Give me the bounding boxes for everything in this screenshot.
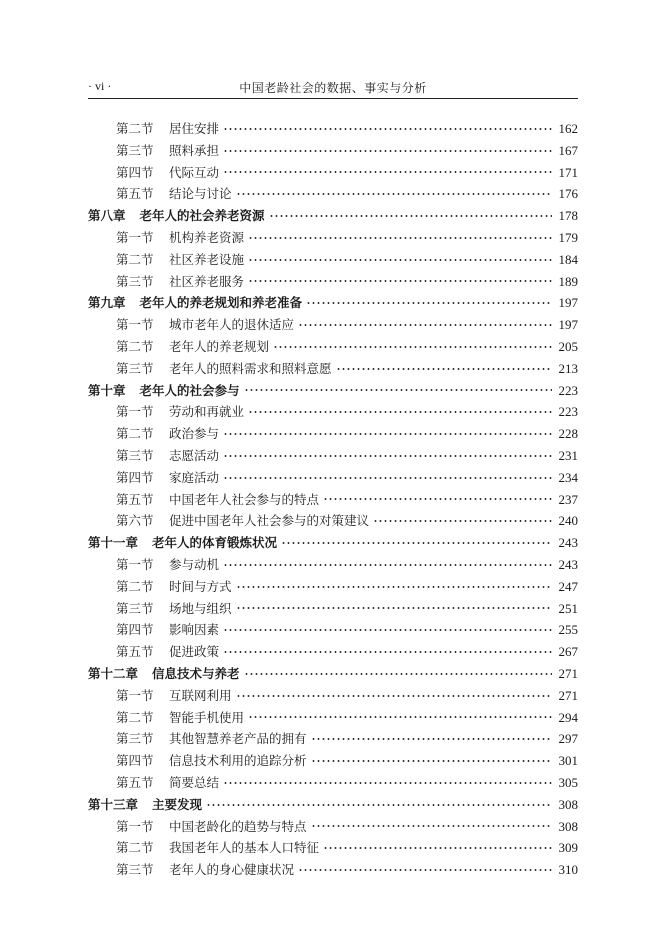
section-title: 互联网利用: [169, 687, 232, 703]
dot-leader: [223, 649, 552, 655]
section-number: 第一节: [116, 317, 154, 333]
section-number: 第二节: [116, 426, 154, 442]
dot-leader: [206, 802, 552, 808]
dot-leader: [323, 496, 552, 502]
toc-section-entry[interactable]: [88, 118, 578, 140]
page-ref: 234: [558, 469, 578, 485]
dot-leader: [236, 605, 552, 611]
toc-chapter-entry[interactable]: [88, 380, 578, 402]
page-ref: 178: [558, 208, 578, 224]
toc-section-entry[interactable]: [88, 576, 578, 598]
page-ref: 255: [558, 622, 578, 638]
section-title: 我国老年人的基本人口特征: [169, 840, 320, 856]
toc-section-entry[interactable]: [88, 728, 578, 750]
section-title: 社区养老服务: [169, 273, 245, 289]
section-title: 政治参与: [169, 426, 220, 442]
toc-section-entry[interactable]: [88, 162, 578, 184]
section-number: 第三节: [116, 862, 154, 878]
section-number: 第三节: [116, 731, 154, 747]
section-number: 第一节: [116, 404, 154, 420]
chapter-title: 主要发现: [152, 796, 203, 812]
chapter-title: 信息技术与养老: [152, 665, 240, 681]
toc-chapter-entry[interactable]: [88, 532, 578, 554]
running-header: [88, 79, 578, 97]
page-ref: 294: [558, 709, 578, 725]
toc-section-entry[interactable]: [88, 314, 578, 336]
section-title: 结论与讨论: [169, 186, 232, 202]
dot-leader: [223, 453, 552, 459]
page-ref: 228: [558, 426, 578, 442]
toc-section-entry[interactable]: [88, 467, 578, 489]
toc-section-entry[interactable]: [88, 816, 578, 838]
section-title: 老年人的身心健康状况: [169, 862, 295, 878]
section-number: 第二节: [116, 840, 154, 856]
dot-leader: [248, 235, 552, 241]
page-ref: 267: [558, 644, 578, 660]
dot-leader: [236, 191, 552, 197]
chapter-title: 老年人的社会参与: [139, 382, 240, 398]
toc-section-entry[interactable]: [88, 489, 578, 511]
page-ref: 162: [558, 121, 578, 136]
page-ref: 243: [558, 535, 578, 551]
toc-section-entry[interactable]: [88, 598, 578, 620]
section-number: 第一节: [116, 556, 154, 572]
toc-section-entry[interactable]: [88, 183, 578, 205]
page-ref: 205: [558, 338, 578, 354]
toc-section-entry[interactable]: [88, 685, 578, 707]
page-ref: 297: [558, 731, 578, 747]
section-number: 第五节: [116, 644, 154, 660]
dot-leader: [223, 562, 552, 568]
page-ref: 251: [558, 600, 578, 616]
page-ref: 310: [558, 862, 578, 878]
section-number: 第四节: [116, 622, 154, 638]
dot-leader: [269, 213, 552, 219]
page-ref: 197: [558, 317, 578, 333]
section-title: 家庭活动: [169, 469, 220, 485]
toc-section-entry[interactable]: [88, 619, 578, 641]
page-ref: 301: [558, 753, 578, 769]
dot-leader: [223, 627, 552, 633]
chapter-title: 老年人的社会养老资源: [139, 208, 265, 224]
section-title: 中国老年人社会参与的特点: [169, 491, 320, 507]
page-ref: 171: [558, 164, 578, 180]
toc-section-entry[interactable]: [88, 140, 578, 162]
section-number: 第六节: [116, 513, 154, 529]
table-of-contents: [88, 118, 578, 881]
page-ref: 271: [558, 687, 578, 703]
section-title: 居住安排: [169, 121, 220, 136]
chapter-number: 第十一章: [88, 535, 139, 551]
dot-leader: [298, 867, 552, 873]
section-number: 第一节: [116, 229, 154, 245]
section-number: 第四节: [116, 164, 154, 180]
dot-leader: [311, 736, 552, 742]
page-ref: 243: [558, 556, 578, 572]
section-number: 第四节: [116, 753, 154, 769]
toc-chapter-entry[interactable]: [88, 663, 578, 685]
section-number: 第三节: [116, 142, 154, 158]
page-ref: 179: [558, 229, 578, 245]
section-number: 第三节: [116, 600, 154, 616]
dot-leader: [223, 780, 552, 786]
section-title: 参与动机: [169, 556, 220, 572]
dot-leader: [223, 126, 552, 132]
section-number: 第二节: [116, 338, 154, 354]
page-ref: 176: [558, 186, 578, 202]
chapter-title: 老年人的养老规划和养老准备: [139, 295, 303, 311]
section-title: 老年人的养老规划: [169, 338, 270, 354]
section-number: 第三节: [116, 273, 154, 289]
toc-section-entry[interactable]: [88, 641, 578, 663]
dot-leader: [248, 278, 552, 284]
dot-leader: [236, 584, 552, 590]
section-title: 劳动和再就业: [169, 404, 245, 420]
page-ref: 189: [558, 273, 578, 289]
book-title: 中国老龄社会的数据、事实与分析: [239, 81, 427, 95]
dot-leader: [236, 693, 552, 699]
toc-section-entry[interactable]: [88, 772, 578, 794]
page-ref: 271: [558, 665, 578, 681]
page-ref: 167: [558, 142, 578, 158]
dot-leader: [298, 322, 552, 328]
section-title: 中国老龄化的趋势与特点: [169, 818, 307, 834]
page-ref: 197: [558, 295, 578, 311]
header-rule: [88, 98, 578, 99]
dot-leader: [373, 518, 552, 524]
section-title: 促进政策: [169, 644, 220, 660]
chapter-number: 第九章: [88, 295, 126, 311]
section-title: 照料承担: [169, 142, 220, 158]
page-ref: 223: [558, 404, 578, 420]
dot-leader: [248, 409, 552, 415]
page-ref: 308: [558, 818, 578, 834]
toc-chapter-entry[interactable]: [88, 794, 578, 816]
section-number: 第一节: [116, 818, 154, 834]
page-ref: 237: [558, 491, 578, 507]
section-number: 第二节: [116, 709, 154, 725]
section-title: 志愿活动: [169, 447, 220, 463]
section-number: 第五节: [116, 491, 154, 507]
section-title: 信息技术利用的追踪分析: [169, 753, 307, 769]
dot-leader: [244, 671, 552, 677]
section-number: 第五节: [116, 774, 154, 790]
dot-leader: [281, 540, 552, 546]
toc-section-entry[interactable]: [88, 837, 578, 859]
section-title: 机构养老资源: [169, 229, 245, 245]
section-title: 其他智慧养老产品的拥有: [169, 731, 307, 747]
section-number: 第二节: [116, 251, 154, 267]
dot-leader: [223, 148, 552, 154]
section-number: 第三节: [116, 360, 154, 376]
toc-section-entry[interactable]: [88, 336, 578, 358]
section-title: 智能手机使用: [169, 709, 245, 725]
toc-section-entry[interactable]: [88, 554, 578, 576]
section-title: 老年人的照料需求和照料意愿: [169, 360, 332, 376]
section-title: 城市老年人的退休适应: [169, 317, 295, 333]
section-number: 第三节: [116, 447, 154, 463]
page-ref: 308: [558, 796, 578, 812]
toc-section-entry[interactable]: [88, 510, 578, 532]
section-number: 第四节: [116, 469, 154, 485]
toc-section-entry[interactable]: [88, 423, 578, 445]
section-title: 促进中国老年人社会参与的对策建议: [169, 513, 370, 529]
page-ref: 184: [558, 251, 578, 267]
toc-section-entry[interactable]: [88, 707, 578, 729]
dot-leader: [223, 475, 552, 481]
dot-leader: [306, 300, 552, 306]
chapter-number: 第八章: [88, 208, 126, 224]
dot-leader: [244, 387, 552, 393]
dot-leader: [323, 845, 552, 851]
section-title: 场地与组织: [169, 600, 232, 616]
dot-leader: [311, 823, 552, 829]
chapter-number: 第十章: [88, 382, 126, 398]
section-number: 第五节: [116, 186, 154, 202]
page-ref: 231: [558, 447, 578, 463]
chapter-number: 第十三章: [88, 796, 139, 812]
chapter-number: 第十二章: [88, 665, 139, 681]
section-number: 第一节: [116, 687, 154, 703]
page-ref: 305: [558, 774, 578, 790]
dot-leader: [311, 758, 552, 764]
page-ref: 223: [558, 382, 578, 398]
page-number: · vi ·: [88, 79, 112, 93]
toc-section-entry[interactable]: [88, 227, 578, 249]
page-ref: 240: [558, 513, 578, 529]
dot-leader: [248, 257, 552, 263]
section-title: 社区养老设施: [169, 251, 245, 267]
dot-leader: [223, 169, 552, 175]
section-number: 第二节: [116, 121, 154, 136]
section-title: 简要总结: [169, 774, 220, 790]
section-title: 时间与方式: [169, 578, 232, 594]
toc-section-entry[interactable]: [88, 859, 578, 881]
section-title: 影响因素: [169, 622, 220, 638]
toc-section-entry[interactable]: [88, 249, 578, 271]
section-title: 代际互动: [169, 164, 220, 180]
toc-section-entry[interactable]: [88, 271, 578, 293]
toc-section-entry[interactable]: [88, 401, 578, 423]
chapter-title: 老年人的体育锻炼状况: [152, 535, 278, 551]
dot-leader: [223, 431, 552, 437]
page-ref: 309: [558, 840, 578, 856]
section-number: 第二节: [116, 578, 154, 594]
page-ref: 247: [558, 578, 578, 594]
toc-chapter-entry[interactable]: [88, 205, 578, 227]
toc-chapter-entry[interactable]: [88, 292, 578, 314]
toc-section-entry[interactable]: [88, 750, 578, 772]
dot-leader: [248, 714, 552, 720]
dot-leader: [336, 366, 552, 372]
dot-leader: [273, 344, 552, 350]
toc-section-entry[interactable]: [88, 445, 578, 467]
toc-section-entry[interactable]: [88, 358, 578, 380]
page-ref: 213: [558, 360, 578, 376]
